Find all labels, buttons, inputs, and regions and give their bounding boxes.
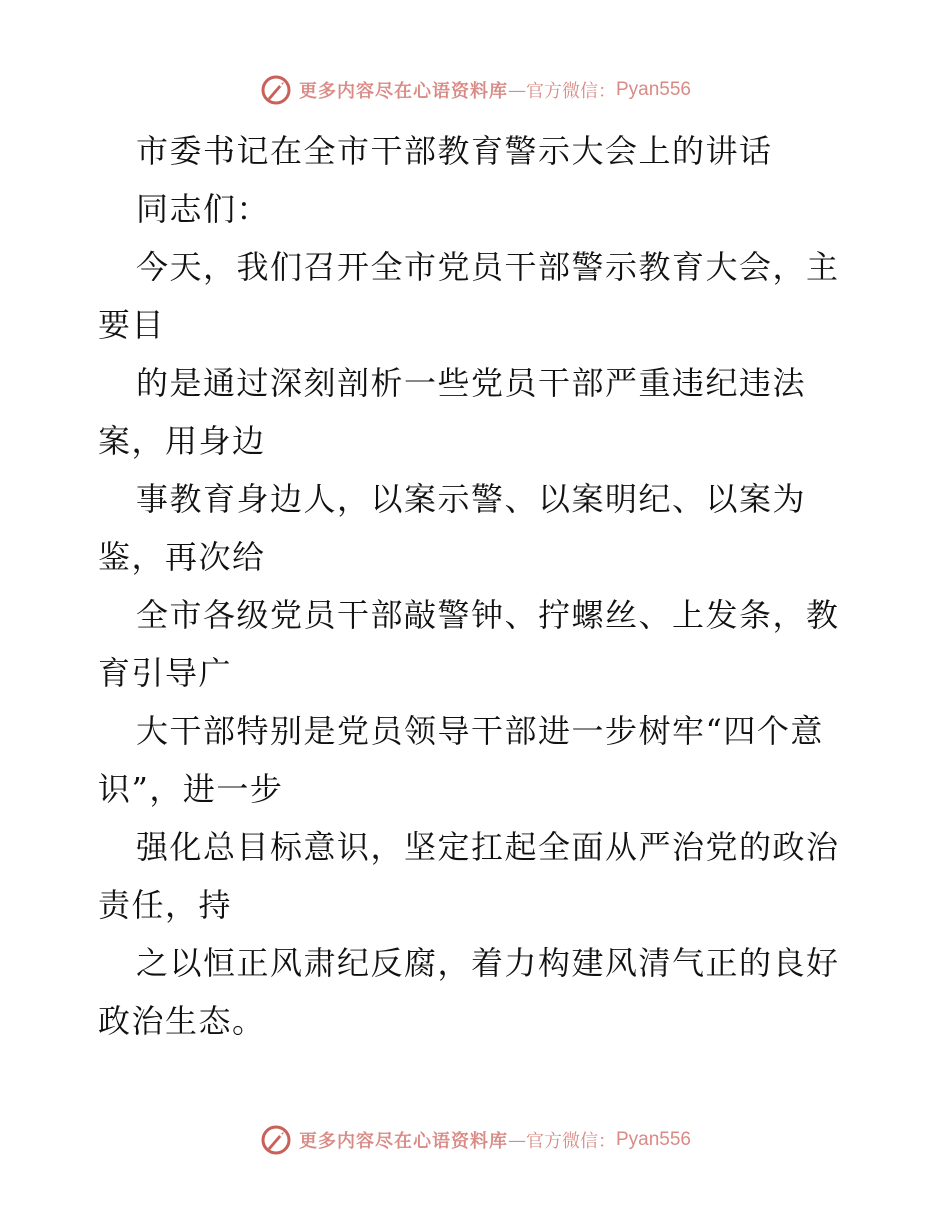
paragraph-line: 鉴，再次给 (98, 538, 266, 576)
watermark-dash: — (507, 79, 526, 101)
paragraph-line: 案，用身边 (98, 422, 266, 460)
watermark-main-text: 更多内容尽在心语资料库 (298, 1131, 508, 1152)
pen-nib-logo-icon (259, 1123, 293, 1157)
pen-nib-logo-icon (259, 73, 293, 107)
document-body (98, 122, 858, 1050)
paragraph-line: 之以恒正风肃纪反腐，着力构建风清气正的良好 (136, 944, 840, 982)
paragraph-line: 政治生态。 (98, 1002, 266, 1040)
paragraph-line: 今天，我们召开全市党员干部警示教育大会，主 (136, 248, 840, 286)
watermark-sub-text: 官方微信： (525, 1131, 616, 1152)
paragraph-line: 全市各级党员干部敲警钟、拧螺丝、上发条，教 (136, 596, 840, 634)
header-watermark-banner (0, 70, 950, 110)
watermark-main-text: 更多内容尽在心语资料库 (298, 81, 508, 102)
paragraph-line: 大干部特别是党员领导干部进一步树牢“四个意 (136, 712, 824, 750)
salutation: 同志们： (136, 190, 271, 228)
watermark-handle: Pyan556 (615, 79, 691, 100)
paragraph-line: 要目 (98, 306, 166, 344)
paragraph-line: 强化总目标意识，坚定扛起全面从严治党的政治 (136, 828, 840, 866)
document-title: 市委书记在全市干部教育警示大会上的讲话 (136, 132, 773, 170)
watermark-handle: Pyan556 (615, 1129, 691, 1150)
paragraph-line: 事教育身边人，以案示警、以案明纪、以案为 (136, 480, 807, 518)
paragraph-line: 责任，持 (98, 886, 233, 924)
watermark-dash: — (507, 1129, 526, 1151)
paragraph-line: 识”，进一步 (98, 770, 284, 808)
footer-watermark-banner (0, 1120, 950, 1160)
watermark-sub-text: 官方微信： (525, 81, 616, 102)
paragraph-line: 育引导广 (98, 654, 233, 692)
paragraph-line: 的是通过深刻剖析一些党员干部严重违纪违法 (136, 364, 807, 402)
